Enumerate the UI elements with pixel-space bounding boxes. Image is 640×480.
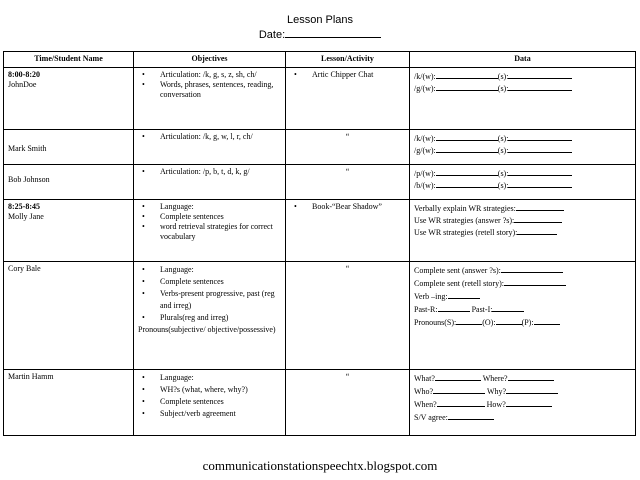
data-blank[interactable] [437,398,485,407]
objective-item: • Articulation: /k, g, w, l, r, ch/ [160,132,281,142]
data-blank[interactable] [508,70,572,79]
objectives-cell [134,262,286,370]
date-label: Date: [258,29,286,41]
data-blank[interactable] [504,277,566,286]
ditto-mark: “ [345,132,350,141]
data-blank[interactable] [508,372,554,381]
data-blank[interactable] [448,411,494,420]
data-blank[interactable] [506,398,552,407]
table-row [4,68,636,130]
data-line: /g/(w): (s): [414,144,631,156]
activity-cell [286,370,410,436]
data-blank[interactable] [508,167,572,176]
data-blank[interactable] [517,226,557,235]
table-row [4,165,636,200]
student-name: Mark Smith [8,144,47,153]
data-cell [410,68,636,130]
data-line: /k/(w): (s): [414,70,631,82]
table-row [4,370,636,436]
data-cell [410,200,636,262]
date-field [0,27,640,42]
data-cell [410,130,636,165]
time-slot: 8:00-8:20 [8,70,40,79]
objective-item: • Articulation: /k, g, s, z, sh, ch/ [160,70,281,80]
objective-item: • Complete sentences [160,396,281,408]
activity-cell [286,68,410,130]
data-line: Verbally explain WR strategies: [414,202,631,214]
student-name: Martin Hamm [8,372,54,381]
objective-item: • Articulation: /p, b, t, d, k, g/ [160,167,281,177]
data-blank[interactable] [508,144,572,153]
student-cell [4,262,134,370]
date-blank-line[interactable] [285,27,381,38]
objective-extra: Pronouns(subjective/ objective/possessive) [138,325,276,334]
data-line: Past-R: Past-I: [414,303,631,316]
table-row [4,200,636,262]
data-line: /p/(w): (s): [414,167,631,179]
activity-cell [286,200,410,262]
objectives-cell [134,68,286,130]
activity-cell [286,262,410,370]
activity-cell [286,165,410,200]
activity-item: • Book-“Bear Shadow” [312,202,405,212]
data-blank[interactable] [534,316,560,325]
data-line: Complete sent (answer ?s): [414,264,631,277]
data-line: What? Where? [414,372,631,385]
data-cell [410,262,636,370]
data-line: Verb –ing: [414,290,631,303]
data-blank[interactable] [506,385,558,394]
data-blank[interactable] [514,214,562,223]
table-header-row [4,52,636,68]
data-blank[interactable] [436,167,498,176]
data-blank[interactable] [508,82,572,91]
objective-item: • WH?s (what, where, why?) [160,384,281,396]
student-name: JohnDoe [8,80,37,89]
objectives-cell [134,165,286,200]
page-title: Lesson Plans [286,14,354,26]
data-line: Complete sent (retell story): [414,277,631,290]
ditto-mark: “ [345,372,350,381]
data-blank[interactable] [508,179,572,188]
data-blank[interactable] [516,202,564,211]
lesson-plan-table [3,51,636,436]
objectives-cell [134,130,286,165]
data-blank[interactable] [436,144,498,153]
data-line: Who? Why? [414,385,631,398]
student-name: Cory Bale [8,264,41,273]
table-row [4,130,636,165]
data-line: When? How? [414,398,631,411]
objective-item: • Verbs-present progressive, past (reg and irreg) [160,288,281,312]
data-blank[interactable] [448,290,480,299]
data-line: /k/(w): (s): [414,132,631,144]
column-header: Objectives [134,52,286,68]
activity-item: • Artic Chipper Chat [312,70,405,80]
objective-item: • Subject/verb agreement [160,408,281,420]
data-line: Pronouns(S): (O): (P): [414,316,631,329]
ditto-mark: “ [345,264,350,273]
objective-item: • Plurals(reg and irreg) [160,312,281,324]
student-cell [4,370,134,436]
objective-item: • Complete sentences [160,212,281,222]
student-cell [4,130,134,165]
ditto-mark: “ [345,167,350,176]
data-cell [410,165,636,200]
data-blank[interactable] [508,132,572,141]
data-blank[interactable] [496,316,522,325]
student-name: Bob Johnson [8,175,50,184]
data-blank[interactable] [433,385,485,394]
objective-item: • Complete sentences [160,276,281,288]
data-line: /b/(w): (s): [414,179,631,191]
objective-item: • Language: [160,264,281,276]
column-header: Lesson/Activity [286,52,410,68]
data-line: /g/(w): (s): [414,82,631,94]
data-blank[interactable] [436,82,498,91]
student-cell [4,165,134,200]
objectives-cell [134,370,286,436]
table-row [4,262,636,370]
objective-item: • Language: [160,372,281,384]
data-blank[interactable] [436,70,498,79]
column-header: Data [410,52,636,68]
data-line: S/V agree: [414,411,631,424]
data-line: Use WR strategies (answer ?s): [414,214,631,226]
data-blank[interactable] [438,303,470,312]
data-blank[interactable] [436,132,498,141]
data-blank[interactable] [435,372,481,381]
data-line: Use WR strategies (retell story): [414,226,631,238]
data-blank[interactable] [456,316,482,325]
data-cell [410,370,636,436]
column-header: Time/Student Name [4,52,134,68]
footer-url: communicationstationspeechtx.blogspot.com [202,458,438,473]
objectives-cell [134,200,286,262]
student-cell [4,68,134,130]
objective-item: • word retrieval strategies for correct vocabulary [160,222,281,242]
data-blank[interactable] [492,303,524,312]
student-cell [4,200,134,262]
student-name: Molly Jane [8,212,44,221]
data-blank[interactable] [501,264,563,273]
data-blank[interactable] [436,179,498,188]
time-slot: 8:25-8:45 [8,202,40,211]
objective-item: • Language: [160,202,281,212]
objective-item: • Words, phrases, sentences, reading, conversation [160,80,281,100]
activity-cell [286,130,410,165]
